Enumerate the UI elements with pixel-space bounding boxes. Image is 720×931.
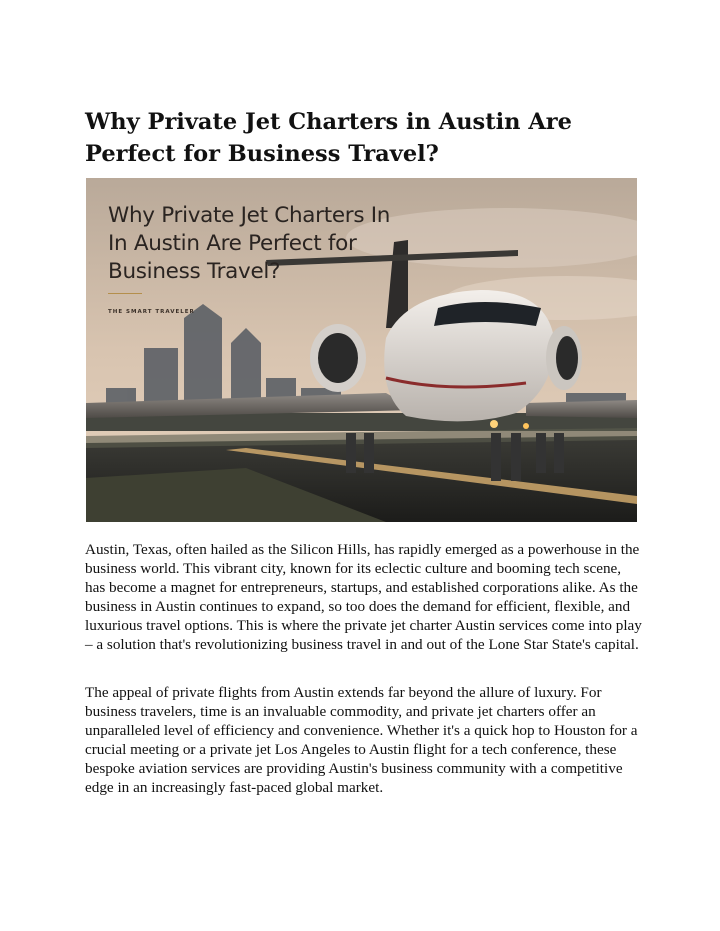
hero-image [86, 178, 637, 522]
hero-headline-line: In Austin Are Perfect for [108, 231, 357, 256]
body-paragraph: The appeal of private flights from Austin extends far beyond the allure of luxury. For business travelers, time is an invaluable commodity, and private jet charters offer an unparalleled level of efficiency and convenience. Whether it's a quick hop to Houston for a crucial meeting or a private jet Los Angeles to Austin flight for a tech conference, these bespoke aviation services are providing Austin's business community with a competitive edge in an increasingly fast-paced global market. [85, 684, 638, 796]
hero-headline-line: Why Private Jet Charters In [108, 203, 391, 228]
hero-headline-line: Business Travel? [108, 259, 281, 284]
hero-headline [108, 202, 438, 286]
article-title: Why Private Jet Charters in Austin Are Perfect for Business Travel? [85, 109, 572, 167]
brand-label: THE SMART TRAVELER [108, 309, 195, 315]
brand-underline [108, 293, 142, 294]
body-paragraph: Austin, Texas, often hailed as the Silicon Hills, has rapidly emerged as a powerhouse in the business world. This vibrant city, known for its eclectic culture and booming tech scene, has become a magnet for entrepreneurs, startups, and established corporations alike. As the business in Austin continues to expand, so too does the demand for efficient, flexible, and luxurious travel options. This is where the private jet charter Austin services come into play – a solution that's revolutionizing business travel in and out of the Lone Star State's capital. [85, 541, 642, 653]
